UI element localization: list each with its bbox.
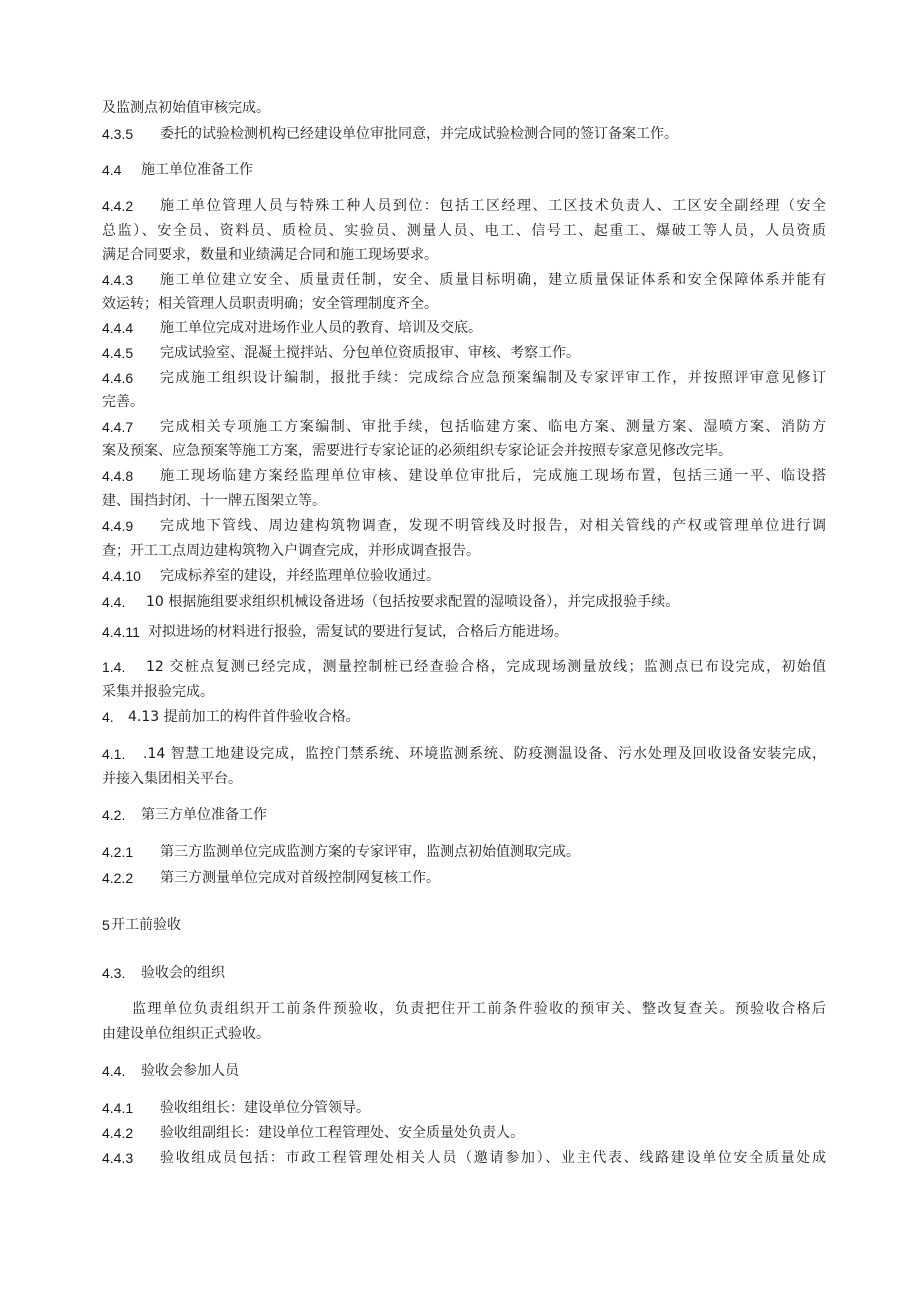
clause-number: 4.4.9: [102, 518, 134, 534]
clause-text: 验收组成员包括：市政工程管理处相关人员（邀请参加）、业主代表、线路建设单位安全质量处成: [160, 1150, 826, 1166]
line-text: 采集并报验完成。: [102, 684, 214, 700]
text-line: [0, 243, 920, 267]
line-text: 满足合同要求，数量和业绩满足合同和施工现场要求。: [102, 247, 438, 263]
clause-number: 4.4.3: [102, 272, 134, 288]
text-line: [0, 96, 920, 120]
clause-text: 第三方测量单位完成对首级控制网复核工作。: [160, 870, 440, 886]
section-number: 4.4.: [102, 1063, 126, 1079]
clause-4-4-3b: [0, 1146, 920, 1170]
line-text: 由建设单位组织正式验收。: [102, 1026, 270, 1042]
clause-text: 10 根据施组要求组织机械设备进场（包括按要求配置的湿喷设备），并完成报验手续。: [146, 594, 680, 610]
section-title: 验收会的组织: [141, 965, 225, 981]
clause-1-4-12: [0, 655, 920, 679]
section-number: 4.2.: [102, 807, 126, 823]
clause-number: 4.: [102, 709, 114, 725]
clause-4-4-7: [0, 415, 920, 439]
clause-number: 4.4.7: [102, 419, 134, 435]
clause-4-4-2: [0, 194, 920, 218]
text-line: [0, 1022, 920, 1046]
clause-number: 4.4.3: [102, 1150, 134, 1166]
line-text: 案及预案、应急预案等施工方案，需要进行专家论证的必须组织专家论证会并按照专家意见修改完毕。: [102, 443, 732, 459]
section-heading-4-2: [0, 803, 920, 827]
clause-text: 第三方监测单位完成监测方案的专家评审，监测点初始值测取完成。: [160, 844, 580, 860]
text-line: [0, 390, 920, 414]
clause-text: 验收组组长：建设单位分管领导。: [160, 1100, 370, 1116]
clause-4-4-1: [0, 1096, 920, 1120]
chapter-title: 开工前验收: [111, 917, 181, 933]
section-number: 4.4: [102, 162, 122, 178]
clause-text: 施工单位完成对进场作业人员的教育、培训及交底。: [160, 320, 482, 336]
clause-text: 施工现场临建方案经监理单位审核、建设单位审批后，完成施工现场布置，包括三通一平、临设搭: [160, 468, 826, 484]
clause-4-4-8: [0, 464, 920, 488]
text-line: [0, 767, 920, 791]
clause-text: 12 交桩点复测已经完成，测量控制桩已经查验合格，完成现场测量放线；监测点已布设完成，初始值: [146, 659, 826, 675]
section-heading-4-4: [0, 158, 920, 182]
section-title: 第三方单位准备工作: [141, 807, 267, 823]
clause-text: 委托的试验检测机构已经建设单位审批同意，并完成试验检测合同的签订备案工作。: [160, 126, 678, 142]
section-number: 4.3.: [102, 965, 126, 981]
clause-text: 完成标养室的建设，并经监理单位验收通过。: [160, 568, 440, 584]
text-line: [0, 439, 920, 463]
clause-text: 施工单位建立安全、质量责任制，安全、质量目标明确，建立质量保证体系和安全保障体系并能有: [160, 272, 826, 288]
clause-number: 4.4.8: [102, 468, 134, 484]
clause-number: 4.4.2: [102, 198, 134, 214]
clause-number: 4.4.11: [102, 624, 140, 640]
line-text: 完善。: [102, 394, 144, 410]
chapter-heading-5: [0, 913, 920, 937]
text-line: [0, 292, 920, 316]
clause-4-4-2b: [0, 1121, 920, 1145]
clause-number: 4.4.2: [102, 1125, 134, 1141]
text-line: [0, 539, 920, 563]
clause-4-4-9: [0, 514, 920, 538]
text-line: [0, 219, 920, 243]
clause-number: 4.2.1: [102, 844, 134, 860]
clause-4-4-5: [0, 341, 920, 365]
clause-number: 4.4.4: [102, 320, 134, 336]
clause-text: 对拟进场的材料进行报验，需复试的要进行复试，合格后方能进场。: [148, 624, 568, 640]
clause-4-3-5: [0, 122, 920, 146]
clause-text: 4.13 提前加工的构件首件验收合格。: [128, 709, 360, 725]
line-text: 建、围挡封闭、十一牌五图架立等。: [102, 493, 326, 509]
clause-number: 4.4.6: [102, 370, 134, 386]
clause-number: 4.4.: [102, 594, 126, 610]
section-title: 验收会参加人员: [141, 1063, 239, 1079]
clause-text: 施工单位管理人员与特殊工种人员到位：包括工区经理、工区技术负责人、工区安全副经理（安全: [160, 198, 826, 214]
line-text: 查；开工工点周边建构筑物入户调查完成，并形成调查报告。: [102, 543, 480, 559]
clause-number: 4.2.2: [102, 870, 134, 886]
clause-4-4-3: [0, 268, 920, 292]
line-text: 并接入集团相关平台。: [102, 771, 242, 787]
clause-text: .14 智慧工地建设完成，监控门禁系统、环境监测系统、防疫测温设备、污水处理及回收设备安装完成，: [143, 746, 826, 762]
clause-4-4-4: [0, 316, 920, 340]
clause-text: 验收组副组长：建设单位工程管理处、安全质量处负责人。: [160, 1125, 524, 1141]
paragraph-text: 监理单位负责组织开工前条件预验收，负责把住开工前条件验收的预审关、整改复查关。预验收合格后: [132, 1001, 826, 1017]
clause-4-1-14: [0, 742, 920, 766]
text-line: [0, 680, 920, 704]
clause-4-4-11: [0, 620, 920, 644]
clause-number: 1.4.: [102, 659, 126, 675]
text-line: [0, 997, 920, 1021]
section-heading-4-4b: [0, 1059, 920, 1083]
clause-4-2-1: [0, 840, 920, 864]
section-title: 施工单位准备工作: [141, 162, 253, 178]
clause-text: 完成相关专项施工方案编制、审批手续，包括临建方案、临电方案、测量方案、湿喷方案、消防方: [160, 419, 826, 435]
clause-4-4-13: [0, 705, 920, 729]
clause-4-4-6: [0, 366, 920, 390]
clause-text: 完成施工组织设计编制，报批手续：完成综合应急预案编制及专家评审工作，并按照评审意见修订: [160, 370, 826, 386]
clause-number: 4.4.10: [102, 568, 141, 584]
line-text: 及监测点初始值审核完成。: [102, 100, 270, 116]
clause-number: 4.1.: [102, 746, 126, 762]
clause-number: 4.4.5: [102, 345, 134, 361]
section-heading-4-3: [0, 961, 920, 985]
clause-4-2-2: [0, 866, 920, 890]
clause-text: 完成地下管线、周边建构筑物调查，发现不明管线及时报告，对相关管线的产权或管理单位进行调: [160, 518, 826, 534]
clause-number: 4.3.5: [102, 126, 134, 142]
line-text: 效运转；相关管理人员职责明确；安全管理制度齐全。: [102, 296, 438, 312]
clause-4-4-10: [0, 564, 920, 588]
clause-4-4-10b: [0, 590, 920, 614]
chapter-number: 5: [102, 917, 110, 933]
clause-text: 完成试验室、混凝土搅拌站、分包单位资质报审、审核、考察工作。: [160, 345, 580, 361]
clause-number: 4.4.1: [102, 1100, 134, 1116]
text-line: [0, 489, 920, 513]
line-text: 总监）、安全员、资料员、质检员、实验员、测量人员、电工、信号工、起重工、爆破工等人员，人员资质: [102, 223, 826, 239]
